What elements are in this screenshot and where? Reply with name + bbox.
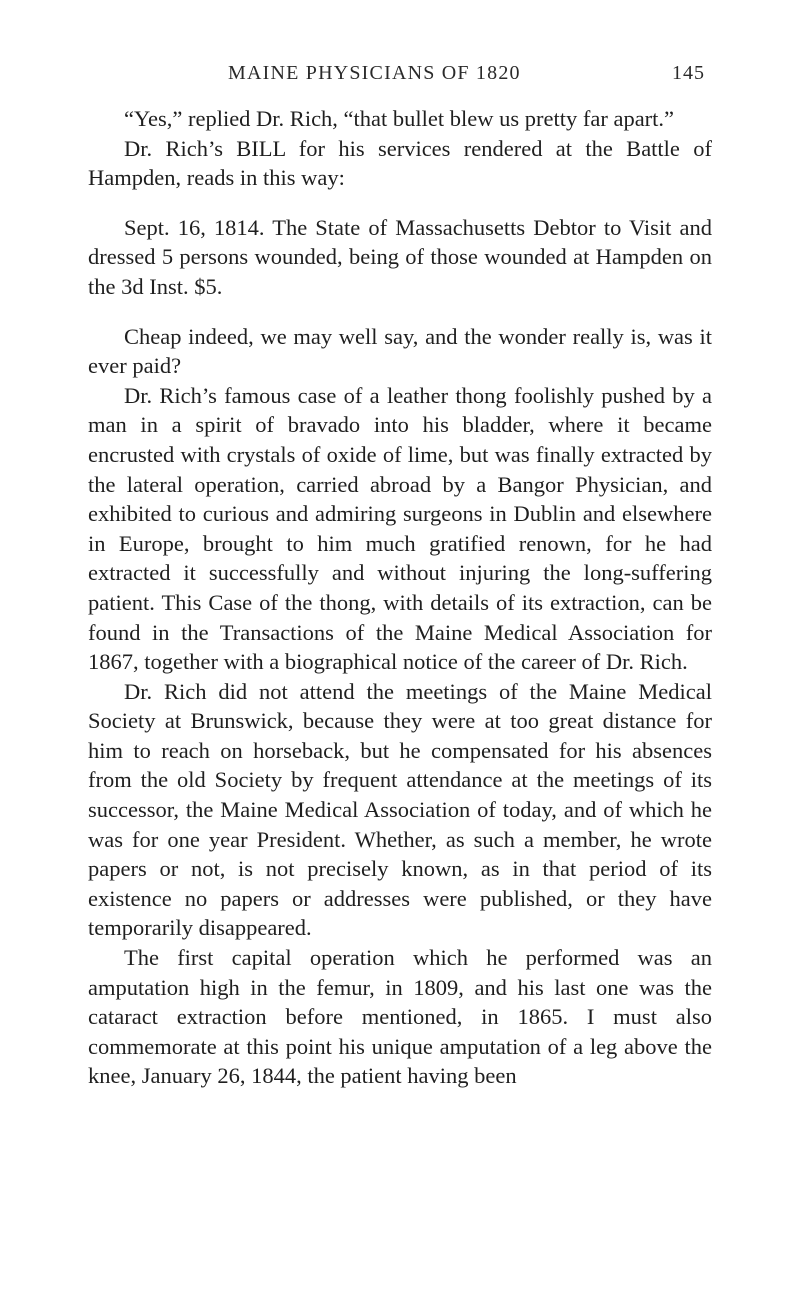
paragraph: “Yes,” replied Dr. Rich, “that bullet blew us pretty far apart.” — [124, 106, 675, 131]
paragraph: The first capital operation which he performed was an amputation high in the femur, in 1809, and his last one was the cataract extraction before mentioned, in 1865. I must also commemorate at this point his unique amputation of a leg above the knee, January 26, 1844, the patient having been — [88, 945, 712, 1089]
paragraph: Dr. Rich did not attend the meetings of the Maine Medical Society at Brunswick, because they were at too great distance for him to reach on horseback, but he compensated for his absences from the old Society by frequent attendance at the meetings of its successor, the Maine Medical Association of today, and of which he was for one year President. Whether, as such a member, he wrote papers or not, is not precisely known, as in that period of its existence no papers or addresses were published, or they have temporarily disappeared. — [88, 678, 712, 941]
running-title: MAINE PHYSICIANS OF 1820 — [228, 62, 521, 84]
paragraph: Dr. Rich’s famous case of a leather thong foolishly pushed by a man in a spirit of bravado into his bladder, where it became encrusted with crystals of oxide of lime, but was finally extracted by the lateral operation, carried abroad by a Bangor Physician, and exhibited to curious and admiring surgeons in Dublin and elsewhere in Europe, brought to him much gratified renown, for he had extracted it successfully and without injuring the long-suffering patient. This Case of the thong, with details of its extraction, can be found in the Transactions of the Maine Medical Association for 1867, together with a biographical notice of the career of Dr. Rich. — [88, 382, 712, 675]
page-number: 145 — [672, 62, 705, 84]
paragraph: Dr. Rich’s BILL for his services rendered at the Battle of Hampden, reads in this way: — [88, 135, 712, 191]
body-text — [88, 104, 712, 1091]
paragraph: Cheap indeed, we may well say, and the wonder really is, was it ever paid? — [88, 323, 712, 379]
bill-quotation: Sept. 16, 1814. The State of Massachusetts Debtor to Visit and dressed 5 persons wounded, being of those wounded at Hampden on the 3d Inst. $5. — [88, 214, 712, 299]
